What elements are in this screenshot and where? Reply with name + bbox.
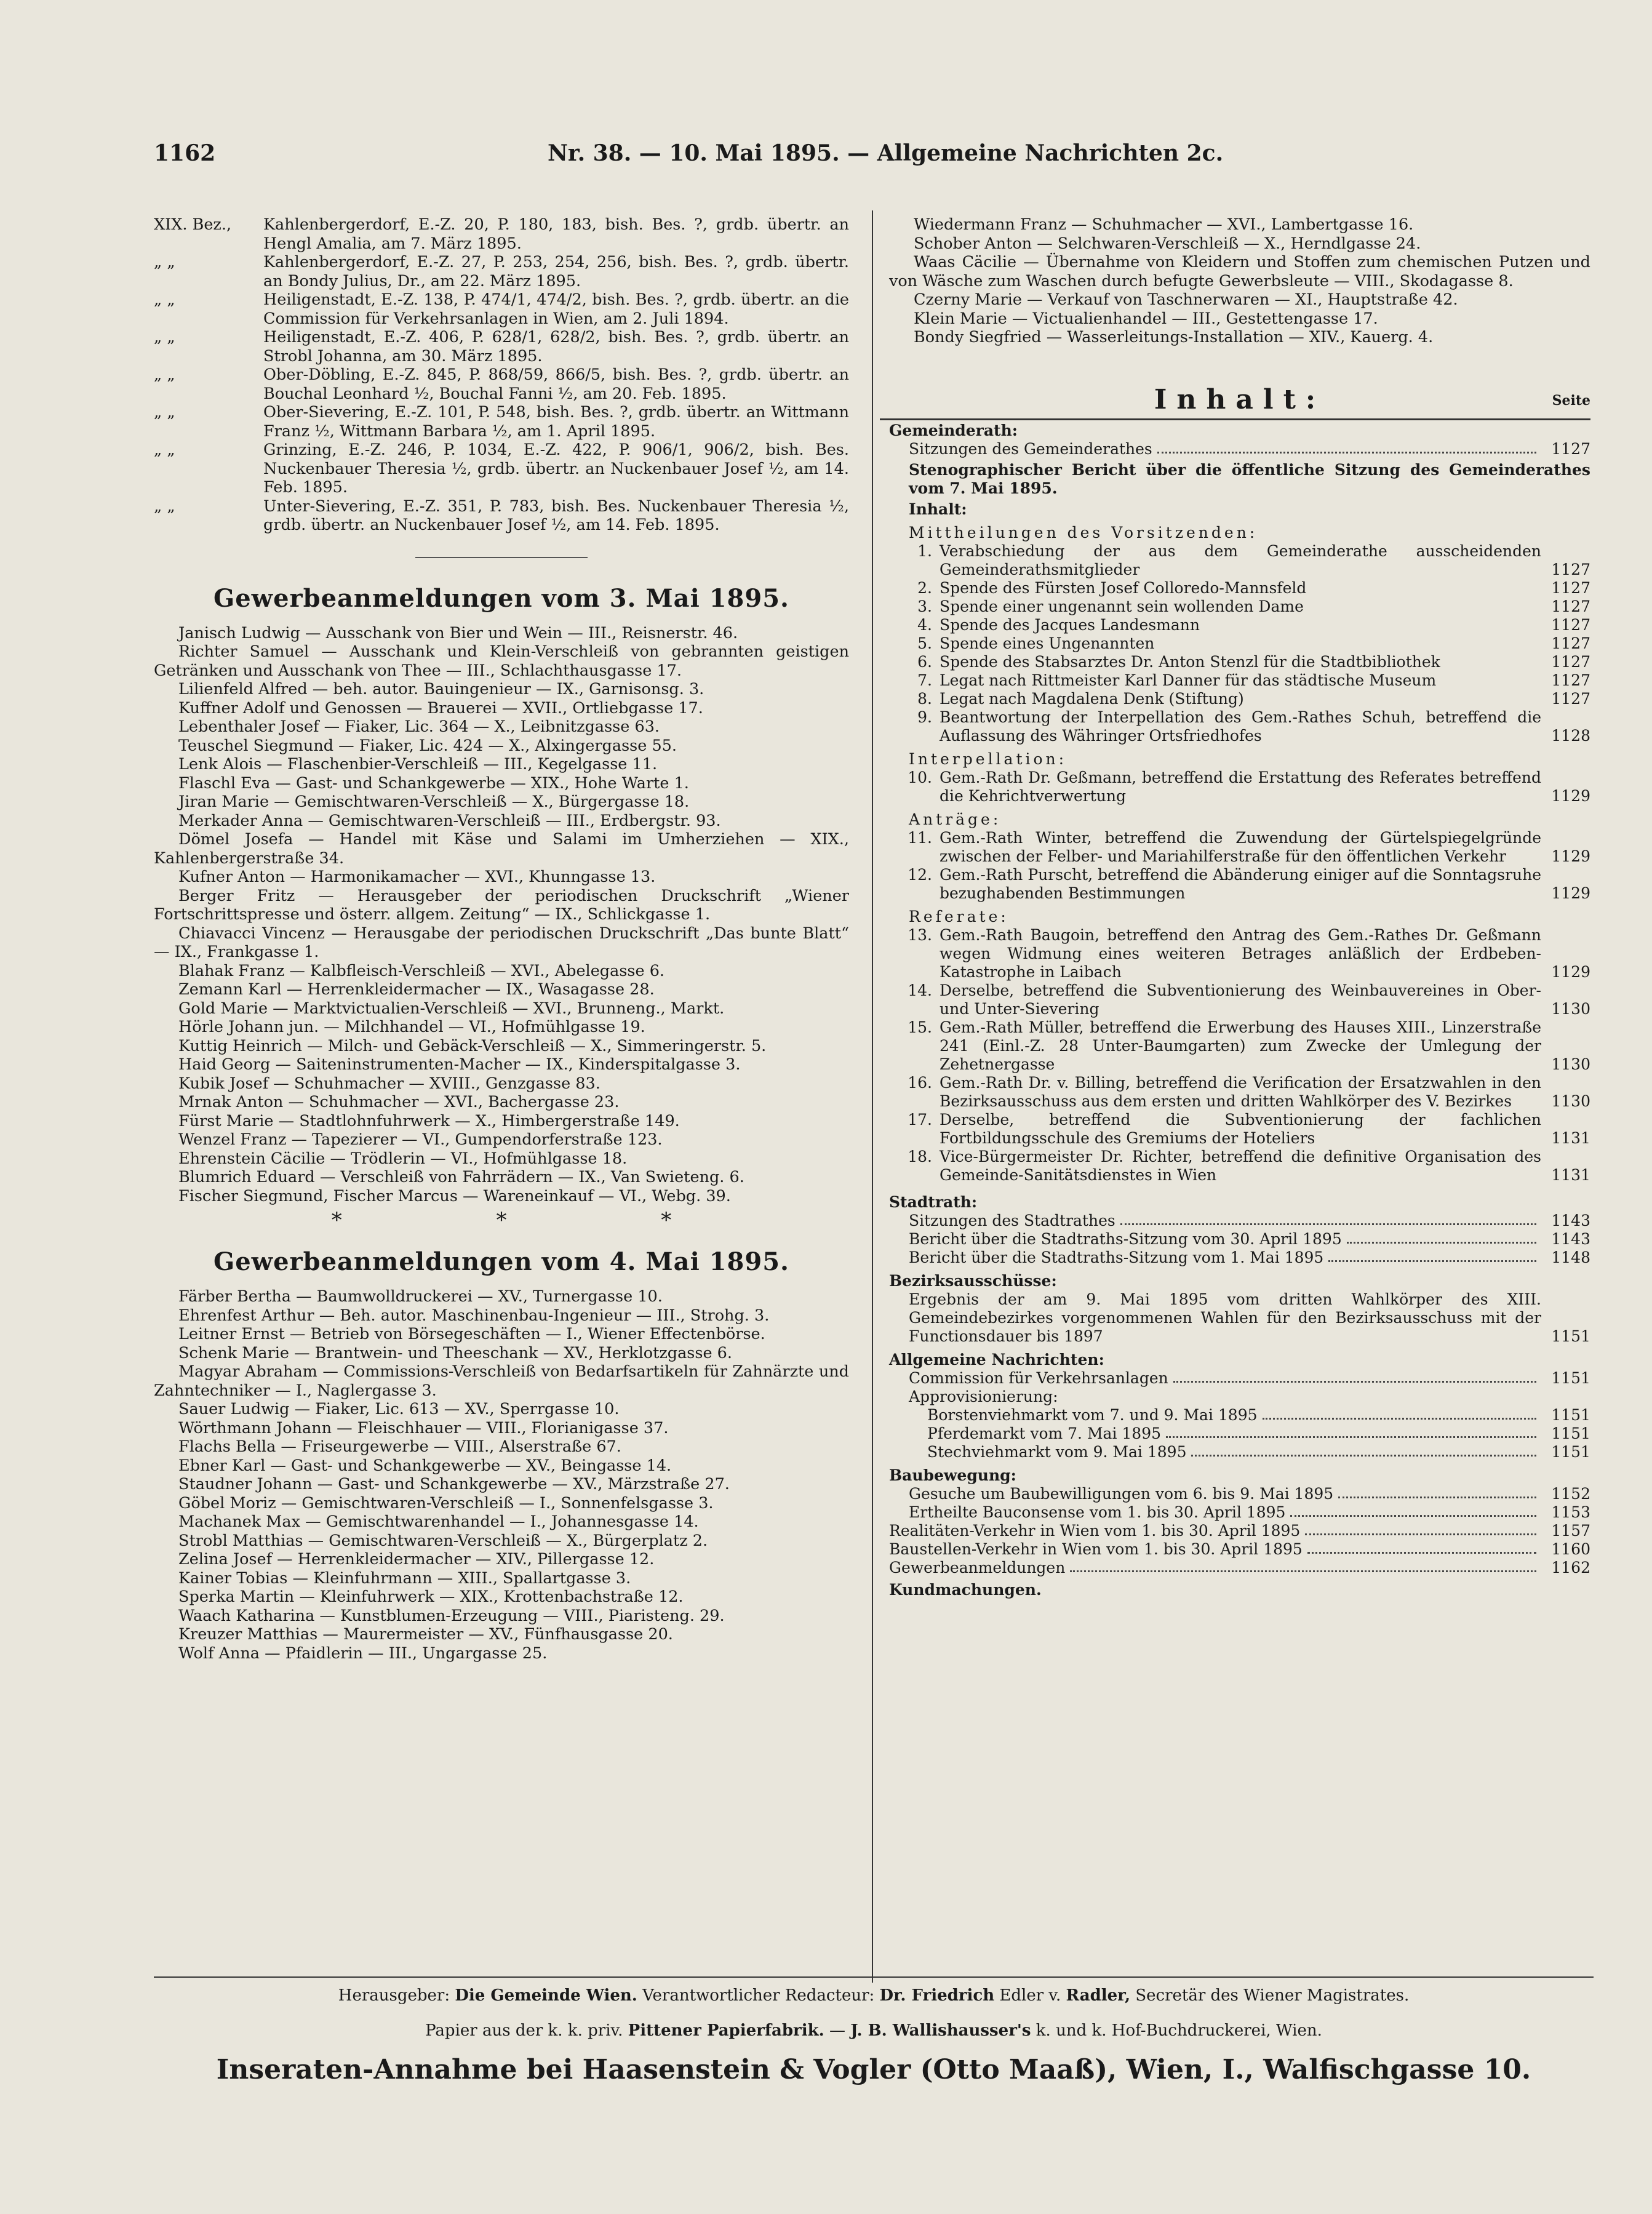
inhalt-heading: [889, 384, 1590, 415]
gewerbe-entry: Schenk Marie — Brantwein- und Theeschank — XV., Herklotzgasse 6.: [178, 1343, 733, 1362]
toc-entry-text: Spende eines Ungenannten: [940, 634, 1155, 652]
gewerbe-entry: Ehrenstein Cäcilie — Trödlerin — VI., Hofmühlgasse 18.: [178, 1149, 628, 1168]
printer-name: J. B. Wallishausser's: [850, 2021, 1031, 2040]
toc-entry[interactable]: [889, 1559, 1590, 1577]
xix-prefix: „ „: [154, 403, 175, 422]
imprint-publisher-label: Herausgeber:: [338, 1986, 450, 2005]
toc-entry-text: Gem.-Rath Purscht, betreffend die Abänderung einiger auf die Sonntagsruhe bezughabenden Bestimmungen: [940, 865, 1541, 902]
gewerbe-entry: Lilienfeld Alfred — beh. autor. Bauingenieur — IX., Garnisonsg. 3.: [178, 680, 704, 698]
toc-entry-page: 1143: [1551, 1229, 1590, 1248]
inhalt-sub: Inhalt:: [909, 500, 967, 518]
gewerbe-entry: Chiavacci Vincenz — Herausgabe der periodischen Druckschrift „Das bunte Blatt“ — IX., Frankgasse 1.: [154, 924, 849, 961]
gewerbe-entry: Kuffner Adolf und Genossen — Brauerei — XVII., Ortliebgasse 17.: [178, 698, 703, 717]
toc-entry-page: 1157: [1551, 1521, 1590, 1540]
toc-group-antraege: Anträge:: [909, 810, 1002, 828]
gewerbe-entry: Wiedermann Franz — Schuhmacher — XVI., Lambertgasse 16.: [914, 215, 1414, 234]
xix-transfers: [154, 215, 849, 535]
leader-dots: [1157, 452, 1536, 454]
gewerbe-entry: Bondy Siegfried — Wasserleitungs-Installation — XIV., Kauerg. 4.: [914, 328, 1434, 346]
imprint-editor-last: Radler,: [1066, 1986, 1131, 2005]
toc-entry[interactable]: [889, 1212, 1590, 1230]
toc-entry-text: Spende des Jacques Landesmann: [940, 615, 1200, 634]
xix-prefix: „ „: [154, 366, 175, 384]
toc-entry-number: 5.: [917, 634, 932, 652]
toc-group-referate: Referate:: [909, 907, 1009, 925]
gewerbe-entry: Waas Cäcilie — Übernahme von Kleidern und Stoffen zum chemischen Putzen und von Wäsche zum Waschen durch befugte Gewerbsleute — VIII., Skodagasse 8.: [889, 253, 1590, 290]
toc-entry[interactable]: [889, 634, 1590, 653]
toc-entry-page: 1127: [1551, 689, 1590, 708]
toc-entry-text: Bericht über die Stadtraths-Sitzung vom 30. April 1895: [909, 1229, 1342, 1248]
xix-text: Heiligenstadt, E.-Z. 406, P. 628/1, 628/2, bish. Bes. ?, grdb. übertr. an Strobl Johanna, am 30. März 1895.: [263, 328, 849, 366]
xix-entry: [154, 253, 849, 290]
toc-entry-page: 1127: [1551, 634, 1590, 652]
gewerbe-entry: Czerny Marie — Verkauf von Taschnerwaren — XI., Hauptstraße 42.: [914, 290, 1458, 309]
toc-entry[interactable]: [889, 1111, 1590, 1148]
toc-entry[interactable]: [889, 1290, 1590, 1346]
page-header: [154, 140, 1594, 172]
toc-group-baubewegung: Baubewegung:: [889, 1466, 1016, 1484]
imprint-line: [154, 1986, 1594, 2005]
toc-entry-page: 1127: [1551, 578, 1590, 597]
toc-entry-text: Pferdemarkt vom 7. Mai 1895: [927, 1424, 1162, 1442]
gewerbe-entry: Lebenthaler Josef — Fiaker, Lic. 364 — X., Leibnitzgasse 63.: [178, 717, 660, 736]
leader-dots: [1191, 1455, 1536, 1457]
imprint-editor-role: Secretär des Wiener Magistrates.: [1135, 1986, 1410, 2005]
toc-entry[interactable]: [889, 616, 1590, 634]
toc-group-allgemein: Allgemeine Nachrichten:: [889, 1350, 1104, 1369]
toc-entry[interactable]: [889, 1425, 1590, 1443]
toc-group-approvisionierung: Approvisionierung:: [909, 1387, 1058, 1405]
xix-entry: [154, 366, 849, 403]
toc-entry[interactable]: [889, 690, 1590, 708]
gewerbe-3-list: [154, 624, 849, 1206]
toc-entry-page: 1143: [1551, 1211, 1590, 1229]
advertising-line: Inseraten-Annahme bei Haasenstein & Vogler (Otto Maaß), Wien, I., Walfischgasse 10.: [216, 2054, 1531, 2085]
imprint-editor-title: Edler v.: [999, 1986, 1061, 2005]
gewerbe-entry: Fischer Siegmund, Fischer Marcus — Wareneinkauf — VI., Webg. 39.: [178, 1186, 731, 1205]
toc-entry-text: Bericht über die Stadtraths-Sitzung vom 1. Mai 1895: [909, 1248, 1324, 1266]
toc-entry-page: 1160: [1551, 1540, 1590, 1558]
gewerbe-entry: Kainer Tobias — Kleinfuhrmann — XIII., Spallartgasse 3.: [178, 1569, 631, 1588]
xix-text: Unter-Sievering, E.-Z. 351, P. 783, bish. Bes. Nuckenbauer Theresia ½, grdb. übertr. an Nuckenbauer Josef ½, am 14. Feb. 1895.: [263, 497, 849, 534]
imprint-editor-first: Dr. Friedrich: [879, 1986, 995, 2005]
toc-entry-number: 7.: [917, 671, 932, 689]
toc-entry[interactable]: [889, 708, 1590, 745]
toc-entry-text: Gem.-Rath Dr. v. Billing, betreffend die Verification der Ersatzwahlen in den Bezirksausschuss aus dem ersten und dritten Wahlkörper des V. Bezirkes: [940, 1073, 1541, 1110]
toc-entry-page: 1130: [1551, 1055, 1590, 1073]
leader-dots: [1166, 1436, 1536, 1438]
toc-entry-text: Spende des Stabsarztes Dr. Anton Stenzl für die Stadtbibliothek: [940, 652, 1440, 671]
xix-prefix: XIX. Bez.,: [154, 215, 232, 234]
toc-entry-page: 1129: [1551, 962, 1590, 981]
toc-entry-page: 1130: [1551, 1092, 1590, 1110]
toc-entry-text: Gem.-Rath Winter, betreffend die Zuwendung der Gürtelspiegelgründe zwischen der Felber- und Mariahilferstraße für den öffentlichen Verkehr: [940, 828, 1541, 865]
toc-entry-page: 1127: [1551, 560, 1590, 578]
toc-entry-text: Realitäten-Verkehr in Wien vom 1. bis 30. April 1895: [889, 1521, 1301, 1540]
gewerbe-entry: Wenzel Franz — Tapezierer — VI., Gumpendorferstraße 123.: [178, 1130, 663, 1149]
toc-entry-page: 1153: [1551, 1503, 1590, 1521]
xix-text: Grinzing, E.-Z. 246, P. 1034, E.-Z. 422, P. 906/1, 906/2, bish. Bes. Nuckenbauer Theresia ½, grdb. übertr. an Nuckenbauer Josef ½, am 14. Feb. 1895.: [263, 441, 849, 497]
toc-group-gemeinderath: Gemeinderath:: [889, 421, 1018, 439]
gewerbe-entry: Zemann Karl — Herrenkleidermacher — IX., Wasagasse 28.: [178, 980, 655, 999]
steno-title: Stenographischer Bericht über die öffentliche Sitzung des Gemeinderathes vom 7. Mai 1895.: [909, 460, 1590, 497]
gewerbe-entry: Blahak Franz — Kalbfleisch-Verschleiß — XVI., Abelegasse 6.: [178, 961, 665, 980]
gewerbe-entry: Kuttig Heinrich — Milch- und Gebäck-Verschleiß — X., Simmeringerstr. 5.: [178, 1036, 767, 1055]
toc-entry-text: Gesuche um Baubewilligungen vom 6. bis 9. Mai 1895: [909, 1484, 1334, 1503]
toc-entry[interactable]: [889, 1522, 1590, 1540]
toc-entry-page: 1152: [1551, 1484, 1590, 1503]
gewerbe-entry: Sperka Martin — Kleinfuhrwerk — XIX., Krottenbachstraße 12.: [178, 1588, 684, 1606]
inhalt-title: Inhalt:: [1154, 383, 1326, 415]
right-column: [889, 215, 1590, 1599]
gewerbe-4-list: [154, 1287, 849, 1663]
toc-entry-page: 1129: [1551, 884, 1590, 902]
xix-entry: [154, 215, 849, 253]
printer-dash: —: [829, 2021, 845, 2040]
toc-entry-page: 1128: [1551, 726, 1590, 745]
leader-dots: [1290, 1515, 1536, 1517]
gewerbe-entry: Teuschel Siegmund — Fiaker, Lic. 424 — X., Alxingergasse 55.: [178, 736, 677, 755]
toc-entry-number: 10.: [908, 768, 932, 786]
leader-dots: [1173, 1381, 1536, 1383]
toc-entry-page: 1129: [1551, 786, 1590, 805]
xix-entry: [154, 497, 849, 535]
toc-entry-number: 3.: [917, 597, 932, 615]
mittheilungen-list: [889, 542, 1590, 745]
table-of-contents: [889, 422, 1590, 1599]
leader-dots: [1070, 1570, 1536, 1572]
gewerbe-entry: Blumrich Eduard — Verschleiß von Fahrrädern — IX., Van Swieteng. 6.: [178, 1168, 744, 1186]
toc-entry[interactable]: [889, 579, 1590, 597]
toc-entry-page: 1127: [1551, 671, 1590, 689]
gewerbe-entry: Flachs Bella — Friseurgewerbe — VIII., Alserstraße 67.: [178, 1437, 621, 1456]
section-divider: [415, 557, 588, 558]
gewerbe-entry: Dömel Josefa — Handel mit Käse und Salami im Umherziehen — XIX., Kahlenbergerstraße 34.: [154, 830, 849, 868]
gewerbe-4-heading: Gewerbeanmeldungen vom 4. Mai 1895.: [213, 1247, 789, 1276]
toc-entry-number: 9.: [917, 708, 932, 726]
toc-entry-page: 1151: [1551, 1369, 1590, 1387]
toc-entry[interactable]: [889, 1018, 1590, 1074]
toc-entry-page: 1131: [1551, 1129, 1590, 1147]
column-divider: [872, 210, 873, 1983]
toc-entry[interactable]: [889, 671, 1590, 690]
toc-entry-number: 8.: [917, 689, 932, 708]
toc-entry-text: Borstenviehmarkt vom 7. und 9. Mai 1895: [927, 1405, 1258, 1424]
printer-desc: k. und k. Hof-Buchdruckerei, Wien.: [1035, 2021, 1322, 2040]
gewerbe-entry: Wolf Anna — Pfaidlerin — III., Ungargasse 25.: [178, 1644, 548, 1663]
gewerbe-entry: Ehrenfest Arthur — Beh. autor. Maschinenbau-Ingenieur — III., Strohg. 3.: [178, 1306, 770, 1325]
gewerbe-entry: Machanek Max — Gemischtwarenhandel — I., Johannesgasse 14.: [178, 1513, 699, 1531]
asterism: * * *: [331, 1208, 746, 1233]
toc-entry-text: Legat nach Magdalena Denk (Stiftung): [940, 689, 1244, 708]
toc-entry-text: Verabschiedung der aus dem Gemeinderathe ausscheidenden Gemeinderathsmitglieder: [940, 542, 1541, 578]
toc-entry-number: 12.: [908, 865, 932, 884]
gewerbe-entry: Lenk Alois — Flaschenbier-Verschleiß — III., Kegelgasse 11.: [178, 755, 658, 773]
seite-label: Seite: [1552, 392, 1590, 409]
gewerbe-entry: Gold Marie — Marktvictualien-Verschleiß — XVI., Brunneng., Markt.: [178, 999, 725, 1018]
leader-dots: [1328, 1260, 1536, 1262]
toc-entry-text: Sitzungen des Gemeinderathes: [909, 439, 1152, 458]
toc-entry-number: 1.: [917, 542, 932, 560]
gewerbe-entry: Jiran Marie — Gemischtwaren-Verschleiß — X., Bürgergasse 18.: [178, 793, 690, 811]
toc-entry[interactable]: [889, 1406, 1590, 1425]
gewerbe-entry: Janisch Ludwig — Ausschank von Bier und Wein — III., Reisnerstr. 46.: [178, 623, 738, 642]
toc-entry-page: 1151: [1551, 1442, 1590, 1461]
imprint-editor-label: Verantwortlicher Redacteur:: [642, 1986, 875, 2005]
toc-kundmachungen: Kundmachungen.: [889, 1580, 1042, 1599]
footer-rule: [154, 1976, 1594, 1978]
xix-text: Ober-Sievering, E.-Z. 101, P. 548, bish. Bes. ?, grdb. übertr. an Wittmann Franz ½, Wittmann Barbara ½, am 1. April 1895.: [263, 403, 849, 441]
gewerbe-entry: Zelina Josef — Herrenkleidermacher — XIV., Pillergasse 12.: [178, 1550, 655, 1569]
running-title: Nr. 38. — 10. Mai 1895. — Allgemeine Nachrichten 2c.: [548, 140, 1224, 166]
toc-entry-number: 15.: [908, 1018, 932, 1036]
gewerbe-entry: Wörthmann Johann — Fleischhauer — VIII., Florianigasse 37.: [178, 1418, 669, 1437]
toc-entry[interactable]: [889, 1503, 1590, 1522]
gewerbe-entry: Flaschl Eva — Gast- und Schankgewerbe — XIX., Hohe Warte 1.: [178, 773, 689, 793]
gewerbe-entry: Hörle Johann jun. — Milchhandel — VI., Hofmühlgasse 19.: [178, 1018, 645, 1036]
gewerbe-entry: Färber Bertha — Baumwolldruckerei — XV., Turnergasse 10.: [178, 1287, 663, 1306]
gewerbe-entry: Göbel Moriz — Gemischtwaren-Verschleiß — I., Sonnenfelsgasse 3.: [178, 1493, 714, 1513]
toc-entry-number: 6.: [917, 652, 932, 671]
interpellation-list: [889, 769, 1590, 805]
toc-entry[interactable]: [889, 1148, 1590, 1185]
toc-entry[interactable]: [889, 769, 1590, 805]
gewerbe-entry: Fürst Marie — Stadtlohnfuhrwerk — X., Himbergerstraße 149.: [178, 1111, 680, 1130]
gewerbe-entry: Leitner Ernst — Betrieb von Börsegeschäften — I., Wiener Effectenbörse.: [178, 1325, 765, 1343]
xix-prefix: „ „: [154, 441, 175, 459]
toc-entry-number: 14.: [908, 981, 932, 999]
toc-entry-text: Gem.-Rath Dr. Geßmann, betreffend die Erstattung des Referates betreffend die Kehrichtverwertung: [940, 768, 1541, 805]
xix-entry: [154, 403, 849, 441]
toc-entry-text: Vice-Bürgermeister Dr. Richter, betreffend die definitive Organisation des Gemeinde-Sanitätsdienstes in Wien: [940, 1147, 1541, 1184]
toc-entry-page: 1127: [1551, 615, 1590, 634]
leader-dots: [1307, 1552, 1536, 1554]
toc-entry-text: Spende einer ungenannt sein wollenden Dame: [940, 597, 1304, 615]
toc-entry-text: Sitzungen des Stadtrathes: [909, 1211, 1115, 1229]
toc-entry[interactable]: [889, 1443, 1590, 1461]
toc-entry-number: 2.: [917, 578, 932, 597]
leader-dots: [1263, 1418, 1536, 1420]
gewerbe-entry: Staudner Johann — Gast- und Schankgewerbe — XV., Märzstraße 27.: [178, 1475, 730, 1493]
left-column: [154, 215, 849, 1663]
gewerbe-entry: Mrnak Anton — Schuhmacher — XVI., Bachergasse 23.: [178, 1093, 620, 1111]
toc-entry-number: 11.: [908, 828, 932, 847]
toc-entry-page: 1151: [1551, 1327, 1590, 1345]
toc-entry-text: Derselbe, betreffend die Subventionierung des Weinbauvereines in Ober- und Unter-Sievering: [940, 981, 1541, 1018]
xix-text: Kahlenbergerdorf, E.-Z. 27, P. 253, 254, 256, bish. Bes. ?, grdb. übertr. an Bondy Julius, Dr., am 22. März 1895.: [263, 253, 849, 290]
stadtrath-list: [889, 1212, 1590, 1267]
gewerbe-entry: Waach Katharina — Kunstblumen-Erzeugung — VIII., Piaristeng. 29.: [178, 1606, 725, 1625]
toc-entry-text: Gem.-Rath Baugoin, betreffend den Antrag des Gem.-Rathes Dr. Geßmann wegen Widmung eines weiteren Betrages anläßlich der Erdbeben-Katastrophe in Laibach: [940, 925, 1541, 981]
toc-entry-text: Commission für Verkehrsanlagen: [909, 1369, 1168, 1387]
gewerbe-entry: Richter Samuel — Ausschank und Klein-Verschleiß von gebrannten geistigen Getränken und Ausschank von Thee — III., Schlachthausgasse 17.: [154, 642, 849, 680]
toc-group-bezirk: Bezirksausschüsse:: [889, 1271, 1057, 1290]
toc-entry[interactable]: [889, 1230, 1590, 1249]
leader-dots: [1338, 1497, 1536, 1498]
approvisionierung-list: [889, 1406, 1590, 1461]
toc-entry-text: Spende des Fürsten Josef Colloredo-Mannsfeld: [940, 578, 1307, 597]
toc-entry[interactable]: [889, 1540, 1590, 1559]
imprint-publisher: Die Gemeinde Wien.: [455, 1986, 637, 2005]
toc-entry[interactable]: [889, 597, 1590, 616]
printer-line: [154, 2021, 1594, 2040]
baubewegung-list: [889, 1485, 1590, 1522]
toc-entry-page: 1151: [1551, 1405, 1590, 1424]
xix-entry: [154, 290, 849, 328]
toc-group-mittheilungen: Mittheilungen des Vorsitzenden:: [909, 523, 1258, 542]
toc-entry[interactable]: [889, 829, 1590, 866]
toc-group-interpellation: Interpellation:: [909, 749, 1067, 768]
xix-prefix: „ „: [154, 497, 175, 516]
xix-text: Ober-Döbling, E.-Z. 845, P. 868/59, 866/5, bish. Bes. ?, grdb. übertr. an Bouchal Leonhard ½, Bouchal Fanni ½, am 20. Feb. 1895.: [263, 366, 849, 403]
gewerbe-3-heading: Gewerbeanmeldungen vom 3. Mai 1895.: [213, 583, 789, 613]
leader-dots: [1120, 1223, 1536, 1225]
toc-entry[interactable]: [889, 1074, 1590, 1111]
toc-group-stadtrath: Stadtrath:: [889, 1193, 978, 1211]
toc-tail-list: [889, 1522, 1590, 1577]
gewerbe-entry: Magyar Abraham — Commissions-Verschleiß von Bedarfsartikeln für Zahnärzte und Zahntechniker — I., Naglergasse 3.: [154, 1362, 849, 1400]
gewerbe-entry: Schober Anton — Selchwaren-Verschleiß — X., Herndlgasse 24.: [914, 234, 1421, 253]
gewerbe-entry: Kreuzer Matthias — Maurermeister — XV., Fünfhausgasse 20.: [178, 1625, 673, 1644]
xix-text: Kahlenbergerdorf, E.-Z. 20, P. 180, 183, bish. Bes. ?, grdb. übertr. an Hengl Amalia, am 7. März 1895.: [263, 215, 849, 253]
toc-entry-page: 1131: [1551, 1165, 1590, 1184]
paper-mill: Pittener Papierfabrik.: [628, 2021, 824, 2040]
toc-entry-text: Baustellen-Verkehr in Wien vom 1. bis 30. April 1895: [889, 1540, 1303, 1558]
toc-entry-page: 1148: [1551, 1248, 1590, 1266]
antraege-list: [889, 829, 1590, 903]
xix-entry: [154, 441, 849, 497]
xix-entry: [154, 328, 849, 366]
toc-entry-number: 4.: [917, 615, 932, 634]
gewerbe-entry: Strobl Matthias — Gemischtwaren-Verschleiß — X., Bürgerplatz 2.: [178, 1531, 708, 1550]
xix-prefix: „ „: [154, 328, 175, 346]
xix-text: Heiligenstadt, E.-Z. 138, P. 474/1, 474/2, bish. Bes. ?, grdb. übertr. an die Commission für Verkehrsanlagen in Wien, am 2. Juli 1894.: [263, 290, 849, 328]
toc-entry-number: 18.: [908, 1147, 932, 1165]
toc-entry[interactable]: [889, 1485, 1590, 1503]
toc-entry[interactable]: [889, 440, 1590, 458]
xix-prefix: „ „: [154, 253, 175, 271]
toc-entry-text: Gem.-Rath Müller, betreffend die Erwerbung des Hauses XIII., Linzerstraße 241 (Einl.-Z. 28 Unter-Baumgarten) zum Zwecke der Umlegung der Zehetnergasse: [940, 1018, 1541, 1073]
toc-entry[interactable]: [889, 981, 1590, 1018]
toc-entry-page: 1162: [1551, 1558, 1590, 1577]
toc-entry-page: 1129: [1551, 847, 1590, 865]
toc-entry[interactable]: [889, 542, 1590, 579]
toc-entry-page: 1127: [1551, 652, 1590, 671]
gewerbe-entry: Haid Georg — Saiteninstrumenten-Macher — IX., Kinderspitalgasse 3.: [178, 1055, 741, 1074]
toc-entry[interactable]: [889, 1249, 1590, 1267]
gewerbe-entry: Ebner Karl — Gast- und Schankgewerbe — XV., Beingasse 14.: [178, 1456, 672, 1475]
toc-entry-text: Ertheilte Bauconsense vom 1. bis 30. April 1895: [909, 1503, 1286, 1521]
gewerbe-entry: Merkader Anna — Gemischtwaren-Verschleiß — III., Erdbergstr. 93.: [178, 811, 721, 830]
toc-entry-text: Legat nach Rittmeister Karl Danner für das städtische Museum: [940, 671, 1437, 689]
toc-entry-page: 1127: [1551, 439, 1590, 458]
gewerbe-entry: Kubik Josef — Schuhmacher — XVIII., Genzgasse 83.: [178, 1074, 601, 1093]
xix-prefix: „ „: [154, 290, 175, 309]
gewerbe-continued: [889, 215, 1590, 347]
toc-entry-text: Gewerbeanmeldungen: [889, 1558, 1066, 1577]
gewerbe-entry: Sauer Ludwig — Fiaker, Lic. 613 — XV., Sperrgasse 10.: [178, 1400, 620, 1418]
toc-entry-page: 1127: [1551, 597, 1590, 615]
toc-entry-text: Stechviehmarkt vom 9. Mai 1895: [927, 1442, 1187, 1461]
referate-list: [889, 926, 1590, 1185]
gewerbe-entry: Kufner Anton — Harmonikamacher — XVI., Khunngasse 13.: [178, 868, 656, 886]
toc-entry-text: Beantwortung der Interpellation des Gem.-Rathes Schuh, betreffend die Auflassung des Währinger Ortsfriedhofes: [940, 708, 1541, 745]
leader-dots: [1347, 1242, 1536, 1244]
toc-entry-number: 13.: [908, 925, 932, 944]
gewerbe-entry: Klein Marie — Victualienhandel — III., Gestettengasse 17.: [914, 309, 1378, 328]
toc-entry[interactable]: [889, 1369, 1590, 1388]
paper-label: Papier aus der k. k. priv.: [425, 2021, 623, 2040]
toc-entry[interactable]: [889, 866, 1590, 903]
page-number: 1162: [154, 140, 216, 166]
toc-entry[interactable]: [889, 653, 1590, 671]
toc-entry-text: Ergebnis der am 9. Mai 1895 vom dritten Wahlkörper des XIII. Gemeindebezirkes vorgenommenen Wahlen für den Bezirksausschuss mit der Functionsdauer bis 1897: [909, 1290, 1541, 1345]
toc-entry-text: Derselbe, betreffend die Subventionierung der fachlichen Fortbildungsschule des Gremiums der Hoteliers: [940, 1110, 1541, 1147]
gewerbe-entry: Berger Fritz — Herausgeber der periodischen Druckschrift „Wiener Fortschrittspresse und österr. allgem. Zeitung“ — IX., Schlickgasse 1.: [154, 886, 849, 924]
toc-entry-page: 1130: [1551, 999, 1590, 1018]
leader-dots: [1305, 1533, 1536, 1535]
toc-entry-number: 17.: [908, 1110, 932, 1129]
toc-entry-page: 1151: [1551, 1424, 1590, 1442]
toc-entry-number: 16.: [908, 1073, 932, 1092]
toc-entry[interactable]: [889, 926, 1590, 981]
